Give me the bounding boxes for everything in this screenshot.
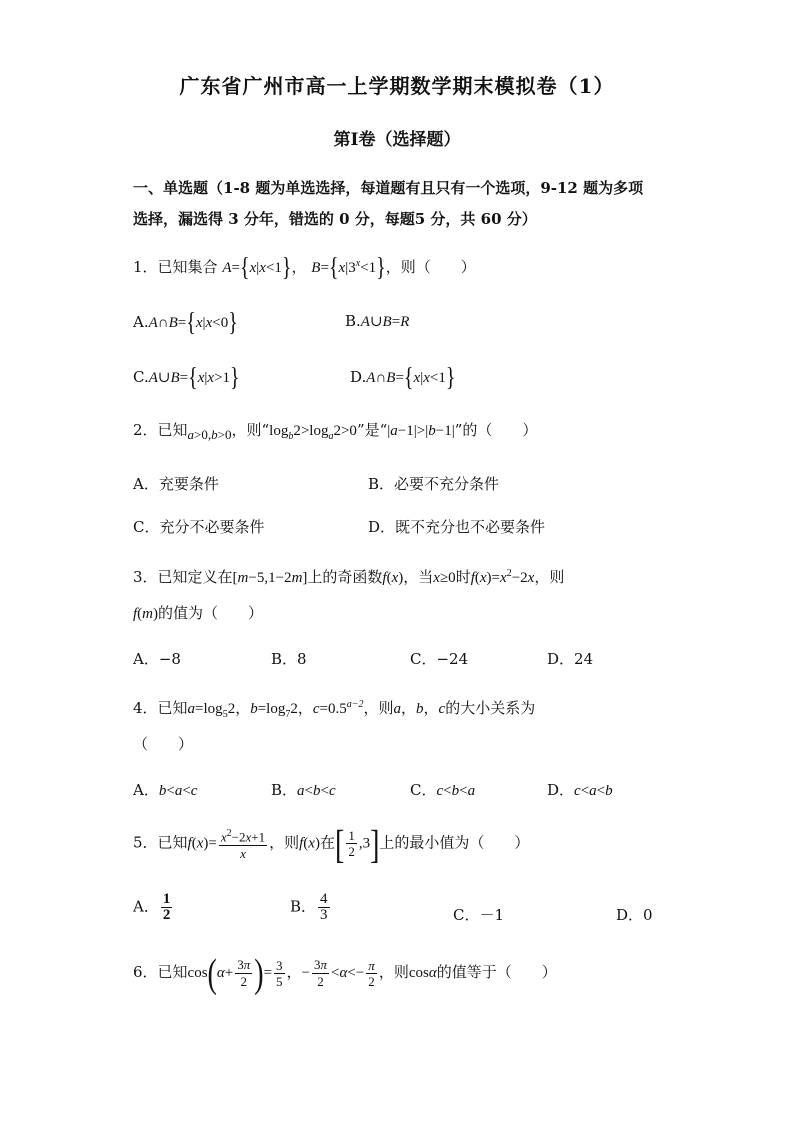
q1-option-c[interactable]: C.A∪B={x|x>1} — [133, 363, 240, 393]
q2-option-d[interactable]: D．既不充分也不必要条件 — [368, 518, 546, 536]
exam-title: 广东省广州市高一上学期数学期末模拟卷（1） — [179, 74, 615, 98]
q3-option-c[interactable]: C．−24 — [410, 650, 469, 668]
question-5: 5．已知f(x)= $\frac{x^2-2x+1}{x}$ ，则f(x)在[ $\frac{1}{2}$ ,3]上的最小值为（ ） — [133, 822, 530, 868]
q2-option-a[interactable]: A．充要条件 — [133, 475, 219, 493]
q5-option-c[interactable]: C．－1 — [453, 906, 505, 924]
q3-option-b[interactable]: B．8 — [271, 650, 307, 668]
question-6: 6．已知cos(α+ $\frac{3\pi}{2}$ )= $\frac{3}{5}$ ，− $\frac{3\pi}{2}$ <α<− $\frac{\pi}{2}$ ，则cosα的值等于（ ） — [133, 951, 557, 997]
q3-option-d[interactable]: D．24 — [547, 650, 594, 668]
q1-option-a[interactable]: A.A∩B={x|x<0} — [133, 308, 238, 338]
q5-option-b[interactable]: B． $\frac{4}{3}$ — [290, 891, 328, 923]
question-2: 2．已知a>0,b>0，则“$\log_b2>\log_a2>0$”是“|a−1|>|b−1|”的（ ） — [133, 421, 538, 442]
q4-option-b[interactable]: B．a<b<c — [271, 781, 336, 799]
question-4-line2: （ ） — [133, 735, 194, 753]
q4-option-a[interactable]: A．b<a<c — [133, 781, 198, 799]
q2-option-b[interactable]: B．必要不充分条件 — [368, 475, 500, 493]
q4-option-c[interactable]: C．c<b<a — [410, 781, 476, 799]
section-heading-line2: 选择，漏选得 3 分年，错选的 0 分，每题5 分，共 60 分） — [133, 210, 537, 228]
q2-option-c[interactable]: C．充分不必要条件 — [133, 518, 265, 536]
part-title: 第I卷（选择题） — [333, 130, 461, 150]
q5-option-d[interactable]: D．0 — [616, 906, 653, 924]
q4-option-d[interactable]: D．c<a<b — [547, 781, 613, 799]
q5-option-a[interactable]: A． $\frac{1}{2}$ — [133, 891, 171, 923]
q1-option-d[interactable]: D.A∩B={x|x<1} — [350, 363, 456, 393]
question-4: 4．已知$a=\log_52$，$b=\log_72$，$c=0.5^{a-2}$，则a，b，c的大小关系为 — [133, 699, 536, 720]
q3-option-a[interactable]: A．−8 — [133, 650, 181, 668]
question-3: 3．已知定义在[m−5,1−2m]上的奇函数f(x)，当x≥0时$f(x)=x^2-2x$，则 — [133, 568, 565, 586]
q1-option-b[interactable]: B.A∪B=R — [345, 312, 410, 330]
question-3-line2: f(m)的值为（ ） — [133, 604, 264, 622]
section-heading-line1: 一、单选题（1-8 题为单选选择，每道题有且只有一个选项，9-12 题为多项 — [133, 179, 644, 197]
question-1: 1．已知集合 A={x|x<1}， $B=\{x|3^x<1\}$，则（ ） — [133, 253, 476, 283]
